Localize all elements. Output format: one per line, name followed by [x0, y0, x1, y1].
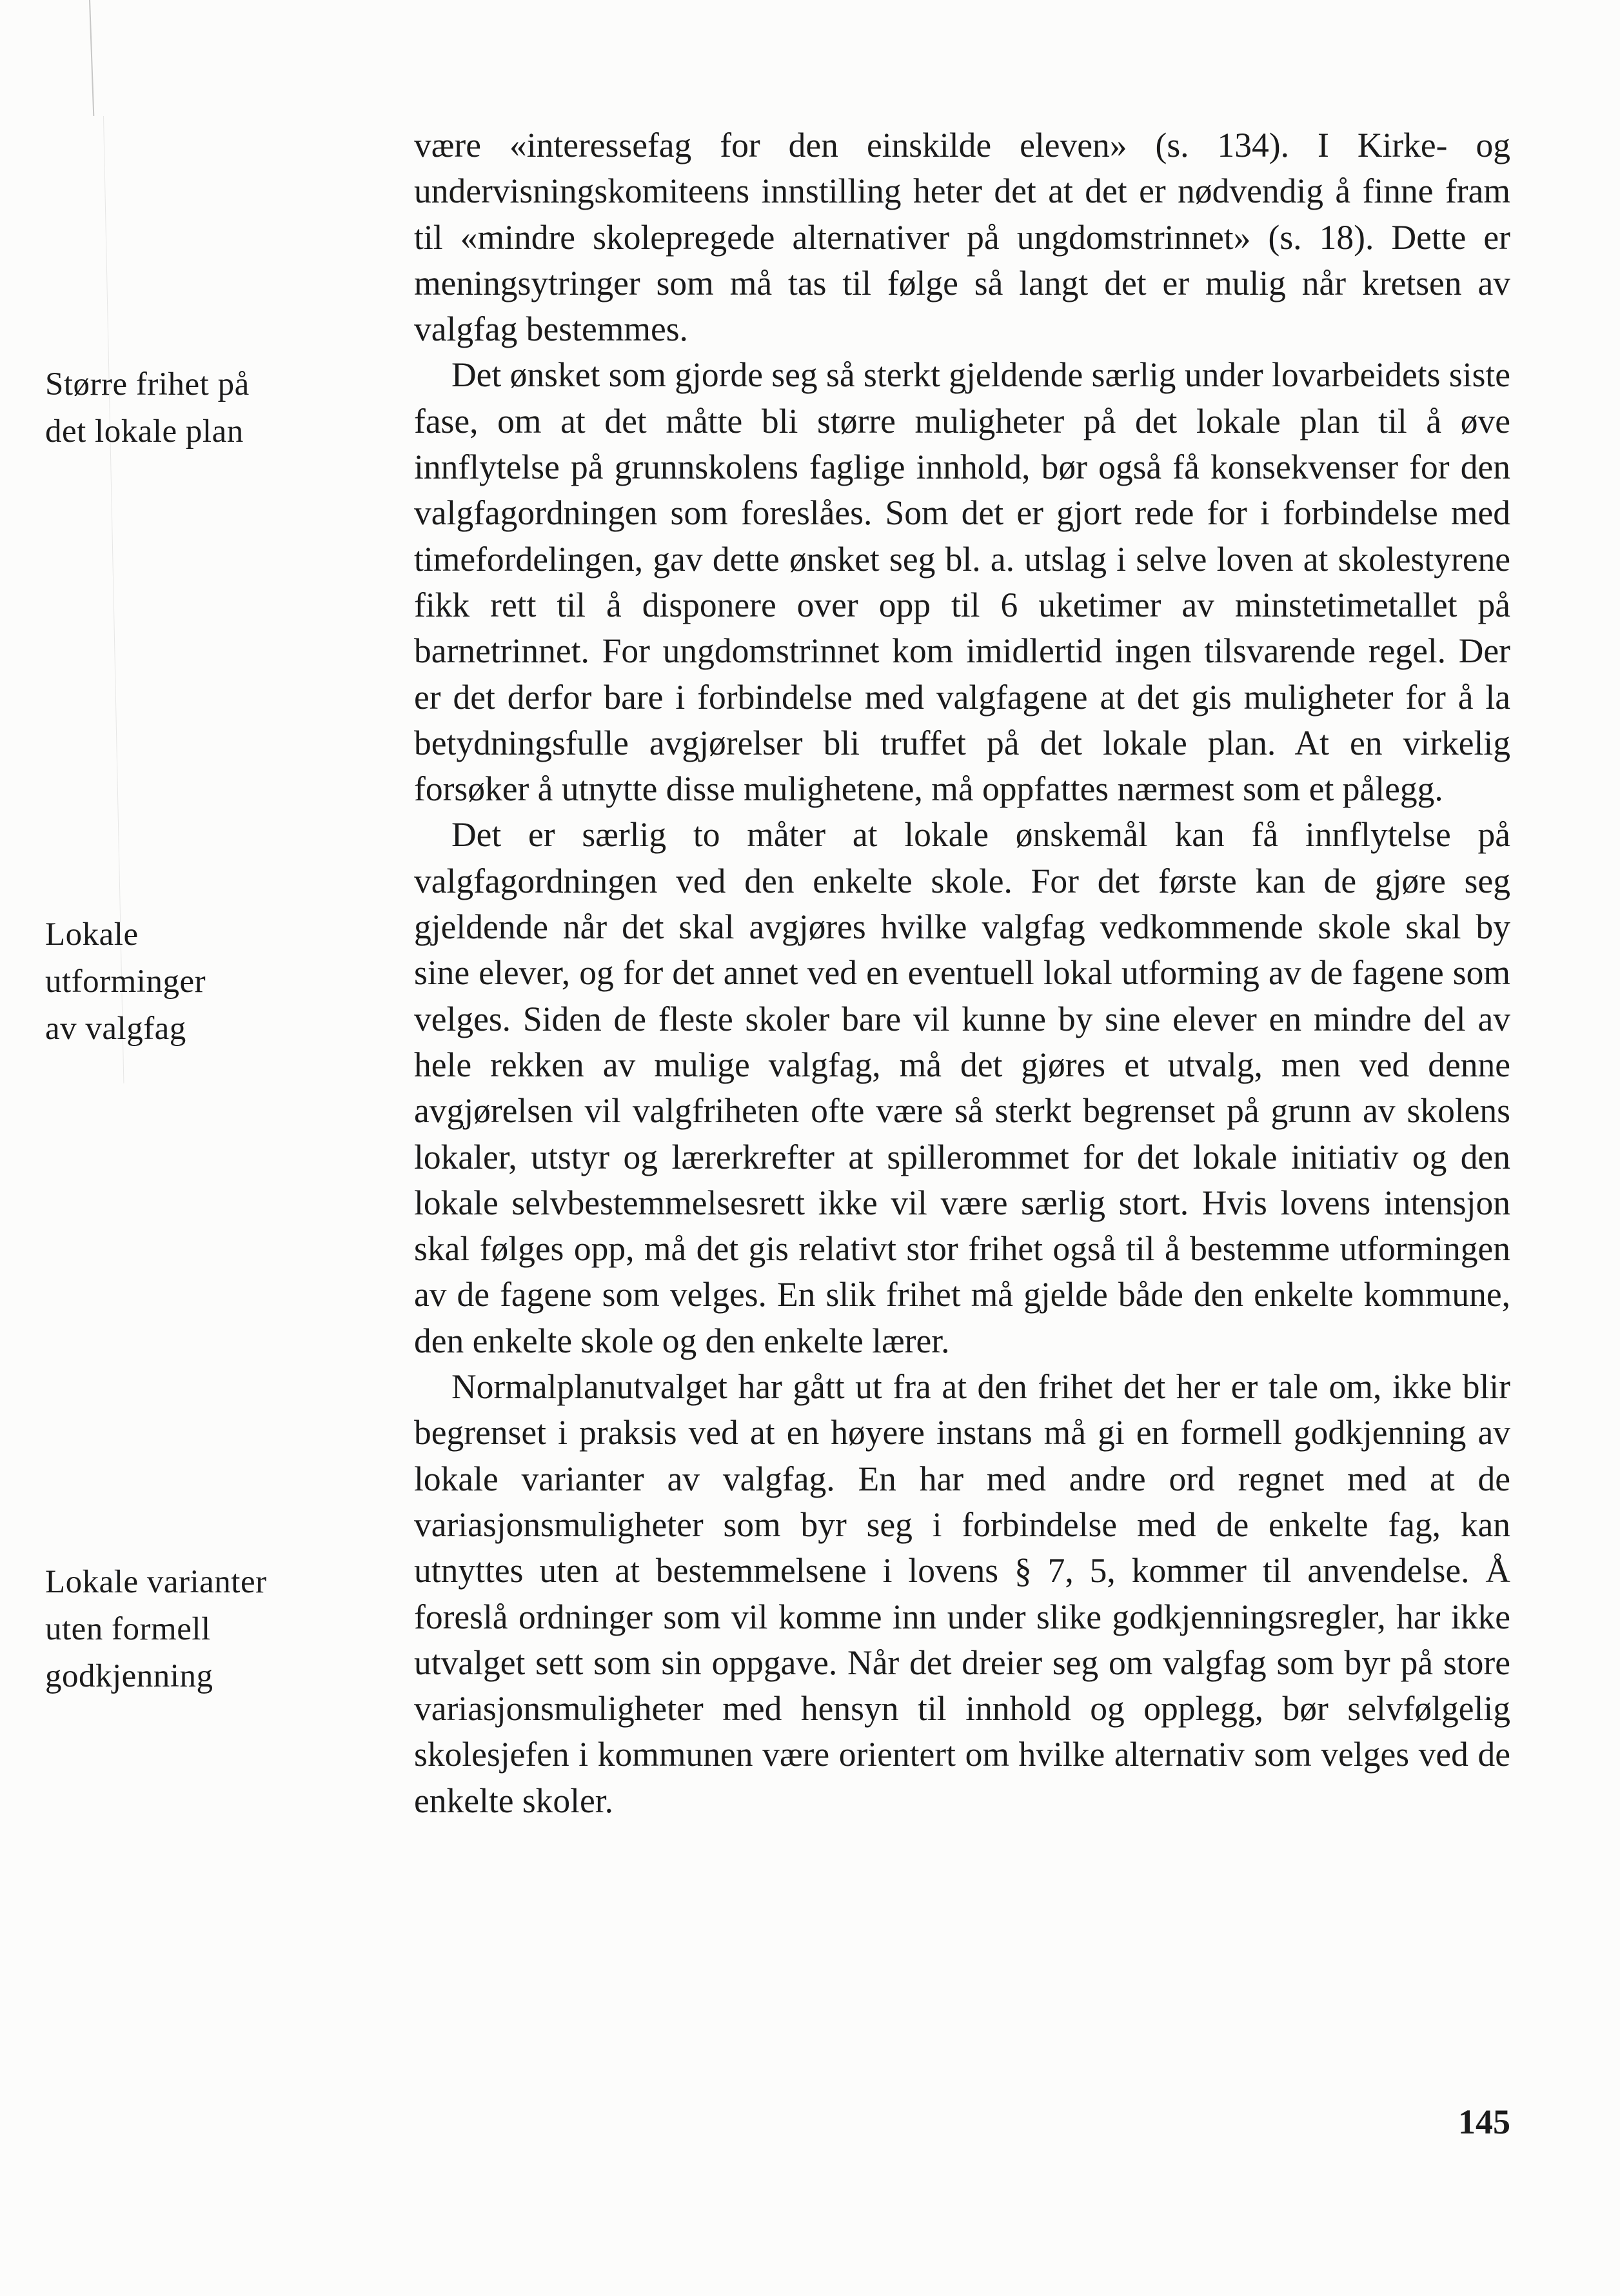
margin-note-local-variants	[45, 1559, 380, 1700]
margin-note-local-freedom	[45, 361, 380, 455]
margin-note-line: godkjenning	[45, 1658, 213, 1694]
paragraph: Det ønsket som gjorde seg så sterkt gjeldende særlig under lovarbeidets siste fase, om at det måtte bli større muligheter på det lokale plan til å øve innflytelse på grunnskolens faglige innhold, bør også få konsekvenser for den valgfagordningen som foreslåes. Som det er gjort rede for i forbindelse med timefordelingen, gav dette ønsket seg bl. a. utslag i selve loven at skolestyrene fikk rett til å disponere over opp til 6 uketimer av minstetimetallet på barnetrinnet. For ungdomstrinnet kom imidlertid ingen tilsvarende regel. Der er det derfor bare i forbindelse med valgfagene at det gis muligheter for å la betydningsfulle avgjørelser bli truffet på det lokale plan. At en virkelig forsøker å utnytte disse mulighetene, må oppfattes nærmest som et pålegg.	[414, 355, 1510, 809]
paragraph: Normalplanutvalget har gått ut fra at den frihet det her er tale om, ikke blir begrenset i praksis ved at en høyere instans må gi en formell godkjenning av lokale varianter av valgfag. En har med andre ord regnet med at de variasjonsmuligheter som byr seg i forbindelse med de enkelte fag, kan utnyttes uten at bestemmelsene i lovens § 7, 5, kommer til anvendelse. Å foreslå ordninger som vil komme inn under slike godkjenningsregler, har ikke utvalget sett som sin oppgave. Når det dreier seg om valgfag som byr på store variasjonsmuligheter med hensyn til innhold og opplegg, bør selvfølgelig skolesjefen i kommunen være orientert om hvilke alternativ som velges ved de enkelte skoler.	[414, 1367, 1510, 1820]
paragraph: Det er særlig to måter at lokale ønskemål kan få innflytelse på valgfagordningen ved den enkelte skole. For det første kan de gjøre seg gjeldende når det skal avgjøres hvilke valgfag vedkommende skole skal by sine elever, og for det annet ved en eventuell lokal utforming av de fagene som velges. Siden de fleste skoler bare vil kunne by sine elever en mindre del av hele rekken av mulige valgfag, må det gjøres et utvalg, men ved denne avgjørelsen vil valgfriheten ofte være så sterkt begrenset på grunn av skolens lokaler, utstyr og lærerkrefter at spillerommet for det lokale initiativ og den lokale selvbestemmelsesrett ikke vil være særlig stort. Hvis lovens intensjon skal følges opp, må det gis relativt stor frihet også til å bestemme utformingen av de fagene som velges. En slik frihet må gjelde både den enkelte kommune, den enkelte skole og den enkelte lærer.	[414, 815, 1510, 1360]
page-number: 145	[1458, 2103, 1510, 2141]
fold-line	[89, 0, 94, 116]
margin-note-line: uten formell	[45, 1611, 211, 1647]
margin-note-line: Lokale varianter	[45, 1564, 267, 1600]
margin-note-line: det lokale plan	[45, 413, 244, 450]
margin-note-line: utforminger	[45, 964, 206, 1000]
margin-note-line: Større frihet på	[45, 366, 250, 402]
margin-note-line: av valgfag	[45, 1011, 186, 1047]
margin-note-local-design	[45, 911, 380, 1053]
body-text	[414, 123, 1510, 1824]
margin-note-line: Lokale	[45, 916, 139, 953]
paragraph: være «interessefag for den einskilde eleven» (s. 134). I Kirke- og undervisningskomiteens innstilling heter det at det er nødvendig å finne fram til «mindre skolepregede alternativer på ungdomstrinnet» (s. 18). Dette er meningsytringer som må tas til følge så langt det er mulig når kretsen av valgfag bestemmes.	[414, 126, 1510, 349]
